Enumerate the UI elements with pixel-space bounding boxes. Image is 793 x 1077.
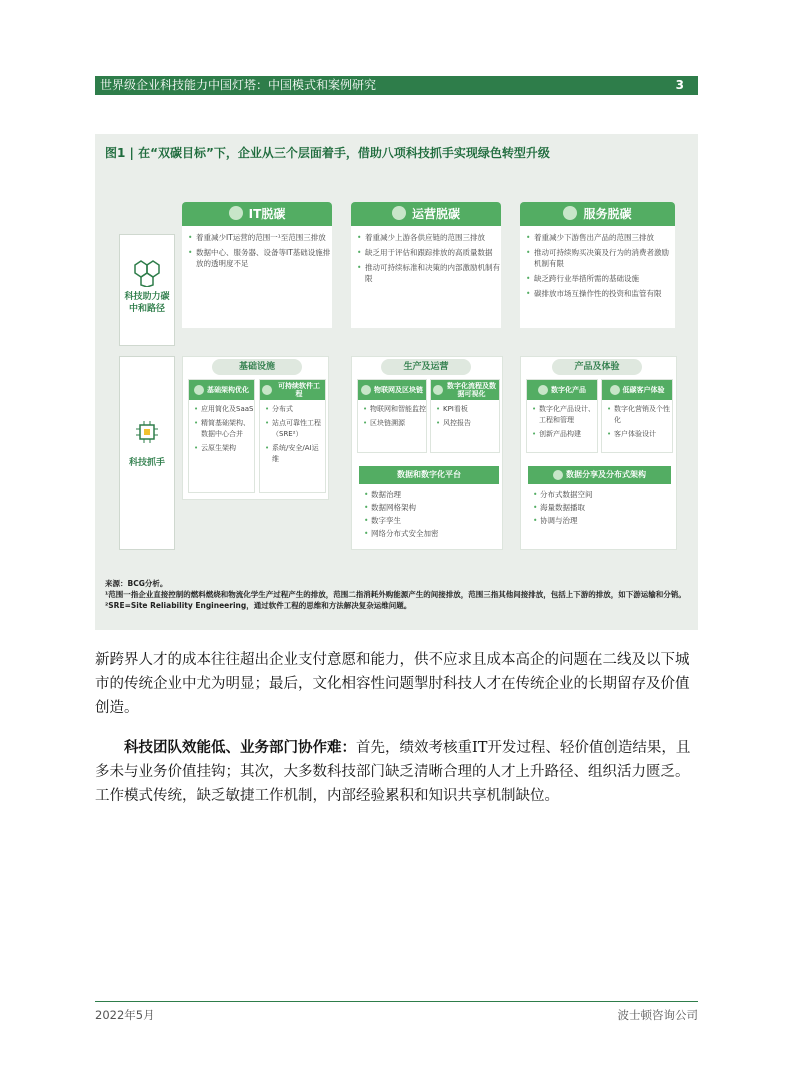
list-item: • 着重减少下游售出产品的范围三排放 [534,232,675,243]
list-item: • 精简基础架构、数据中心合并 [201,418,254,440]
server-icon [194,385,204,395]
page-number: 3 [675,78,684,92]
header-title: 世界级企业科技能力中国灯塔：中国模式和案例研究 [100,78,377,92]
list-item: • 物联网和智能监控 [370,404,426,415]
list-item: • 着重减少IT运营的范围一¹至范围三排放 [196,232,332,243]
footer-divider [95,1001,698,1002]
sub-card: 数字化流程及数据可视化 • KPI看板 • 风控报告 [430,379,500,453]
sub-card: 基础架构优化 • 应用简化及SaaS • 精简基础架构、数据中心合并 • 云原生架构 [188,379,255,493]
sub-card: 数字化产品 • 数字化产品设计、工程和管理 • 创新产品构建 [526,379,598,453]
paragraph-2-lead: 科技团队效能低、业务部门协作难： [124,739,356,756]
list-item: • 缺乏用于评估和跟踪排放的高质量数据 [365,247,501,258]
figure-1 [95,134,698,630]
list-item: • 协调与治理 [540,514,671,527]
side-label-path [119,234,175,346]
side-label-path-text: 科技助力碳中和路径 [124,292,170,314]
running-header [95,76,698,95]
iot-icon [361,385,371,395]
list-item: • 分布式数据空间 [540,488,671,501]
code-icon [262,385,272,395]
column-body-it [182,226,332,328]
wide-card-data-sharing: 数据分享及分布式架构 • 分布式数据空间 • 海量数据播取 • 协调与治理 [528,466,671,544]
list-item: • 推动可持续标准和决策的内部激励机制有限 [365,262,501,284]
group-title: 产品及体验 [552,359,642,375]
list-item: • 客户体验设计 [614,429,672,440]
list-item: • 应用简化及SaaS [201,404,254,415]
group-title: 生产及运营 [381,359,471,375]
chart-icon [433,385,443,395]
paragraph-1: 新跨界人才的成本往往超出企业支付意愿和能力，供不应求且成本高企的问题在二线及以下城市的传统企业中尤为明显；最后，文化相容性问题掣肘科技人才在传统企业的长期留存及价值创造。 [95,652,690,716]
column-header-service: 服务脱碳 [520,202,675,226]
side-label-levers-text: 科技抓手 [128,458,165,468]
list-item: • 系统/安全/AI运维 [272,443,325,465]
sub-card: 低碳客户体验 • 数字化营销及个性化 • 客户体验设计 [601,379,673,453]
list-item: • 碳排放市场互操作性的投资和监管有限 [534,288,675,299]
list-item: • 云原生架构 [201,443,254,454]
share-icon [553,470,563,480]
customer-icon [610,385,620,395]
footer-date: 2022年5月 [95,1008,155,1022]
paragraph-2-text: 首先，绩效考核重IT开发过程、轻价值创造结果，且多未与业务价值挂钩；其次，大多数科技部门缺乏清晰合理的人才上升路径、组织活力匮乏。工作模式传统，缺乏敏捷工作机制，内部经验累积和知识共享机制缺位。 [95,740,691,804]
list-item: • 推动可持续购买决策及行为的消费者激励机制有限 [534,247,675,269]
list-item: • 数据中心、服务器、设备等IT基础设施排放的透明度不足 [196,247,332,269]
list-item: • 着重减少上游各供应链的范围三排放 [365,232,501,243]
list-item: • 风控报告 [443,418,499,429]
list-item: • 海量数据播取 [540,501,671,514]
footnote-2: ²SRE=Site Reliability Engineering，通过软件工程的思维和方法解决复杂运维问题。 [105,601,412,610]
person-icon [563,206,577,220]
footnote-1: ¹范围一指企业直接控制的燃料燃烧和物流化学生产过程产生的排放，范围二指消耗外购能源产生的间接排放，范围三指其他间接排放，包括上下游的排放，如下游运输和分销。 [105,590,686,599]
list-item: • 数字孪生 [371,514,499,527]
list-item: • 区块链溯源 [370,418,426,429]
sub-card: 物联网及区块链 • 物联网和智能监控 • 区块链溯源 [357,379,427,453]
list-item: • 数字化营销及个性化 [614,404,672,426]
column-body-service [520,226,675,328]
sub-card: 可持续软件工程 • 分布式 • 站点可靠性工程（SRE²） • 系统/安全/AI运维 [259,379,326,493]
column-header-it: IT脱碳 [182,202,332,226]
list-item: • 创新产品构建 [539,429,597,440]
gear-globe-icon [392,206,406,220]
hexagon-molecule-icon [127,257,167,287]
list-item: • 网络分布式安全加密 [371,527,499,540]
footer-company: 波士顿咨询公司 [617,1008,698,1022]
paragraph-2 [95,736,700,808]
globe-icon [229,206,243,220]
column-header-operations: 运营脱碳 [351,202,501,226]
list-item: • 分布式 [272,404,325,415]
group-title: 基础设施 [212,359,302,375]
figure-notes [105,578,690,611]
column-body-operations [351,226,501,328]
list-item: • 站点可靠性工程（SRE²） [272,418,325,440]
chip-icon [134,419,160,445]
wide-card-data-platform: 数据和数字化平台 • 数据治理 • 数据网格架构 • 数字孪生 • 网络分布式安全加密 [359,466,499,544]
product-icon [538,385,548,395]
side-label-levers [119,356,175,550]
list-item: • 数据网格架构 [371,501,499,514]
list-item: • 缺乏跨行业举措所需的基础设施 [534,273,675,284]
list-item: • 数据治理 [371,488,499,501]
figure-title: 图1 | 在“双碳目标”下，企业从三个层面着手，借助八项科技抓手实现绿色转型升级 [105,146,550,160]
list-item: • 数字化产品设计、工程和管理 [539,404,597,426]
source-note: 来源：BCG分析。 [105,579,168,588]
list-item: • KPI看板 [443,404,499,415]
